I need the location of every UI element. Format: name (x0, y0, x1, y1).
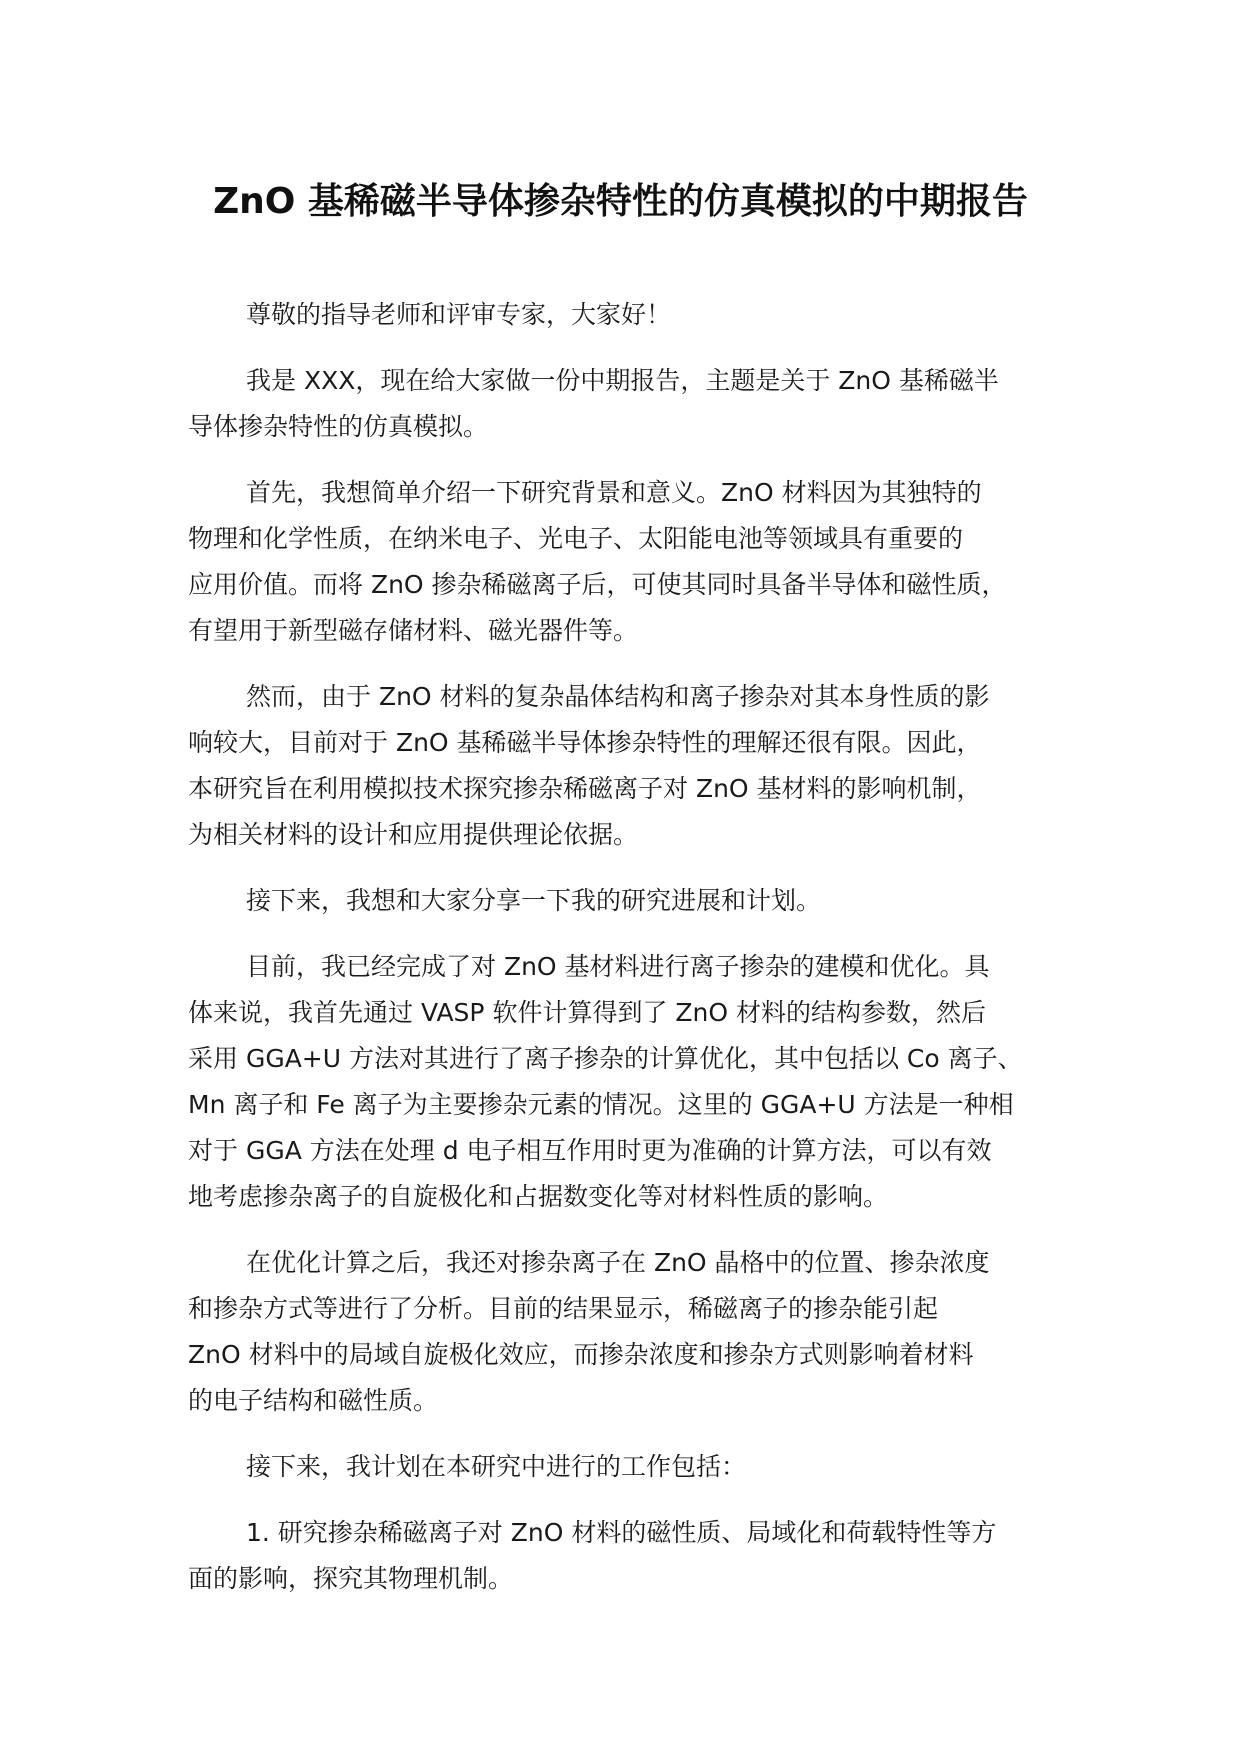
paragraph-line: 在优化计算之后，我还对掺杂离子在 ZnO 晶格中的位置、掺杂浓度 (246, 1248, 990, 1277)
paragraph-line: 采用 GGA+U 方法对其进行了离子掺杂的计算优化，其中包括以 Co 离子、 (188, 1044, 1023, 1073)
paragraph-line: 为相关材料的设计和应用提供理论依据。 (188, 820, 639, 849)
paragraph (188, 878, 1088, 924)
paragraph-line: 目前，我已经完成了对 ZnO 基材料进行离子掺杂的建模和优化。具 (246, 952, 990, 981)
paragraph-line: 应用价值。而将 ZnO 掺杂稀磁离子后，可使其同时具备半导体和磁性质， (188, 570, 1007, 599)
paragraph-line: 然而，由于 ZnO 材料的复杂晶体结构和离子掺杂对其本身性质的影 (246, 682, 990, 711)
paragraph (188, 1240, 1088, 1424)
paragraph-line: ZnO 材料中的局域自旋极化效应，而掺杂浓度和掺杂方式则影响着材料 (188, 1340, 974, 1369)
paragraph-line: 有望用于新型磁存储材料、磁光器件等。 (188, 616, 639, 645)
paragraph (188, 944, 1088, 1220)
paragraph-line: 尊敬的指导老师和评审专家，大家好！ (246, 300, 672, 329)
paragraph-line: 接下来，我想和大家分享一下我的研究进展和计划。 (246, 886, 822, 915)
document-body (188, 292, 1088, 1622)
paragraph (188, 470, 1088, 654)
paragraph-line: Mn 离子和 Fe 离子为主要掺杂元素的情况。这里的 GGA+U 方法是一种相 (188, 1090, 1014, 1119)
paragraph-line: 体来说，我首先通过 VASP 软件计算得到了 ZnO 材料的结构参数，然后 (188, 998, 986, 1027)
paragraph (188, 1510, 1088, 1602)
paragraph (188, 358, 1088, 450)
paragraph-line: 接下来，我计划在本研究中进行的工作包括： (246, 1452, 747, 1481)
paragraph-line: 对于 GGA 方法在处理 d 电子相互作用时更为准确的计算方法，可以有效 (188, 1136, 992, 1165)
paragraph-line: 面的影响，探究其物理机制。 (188, 1564, 514, 1593)
paragraph (188, 1444, 1088, 1490)
paragraph (188, 292, 1088, 338)
paragraph-line: 地考虑掺杂离子的自旋极化和占据数变化等对材料性质的影响。 (188, 1182, 889, 1211)
paragraph-line: 响较大，目前对于 ZnO 基稀磁半导体掺杂特性的理解还很有限。因此， (188, 728, 982, 757)
paragraph-line: 首先，我想简单介绍一下研究背景和意义。ZnO 材料因为其独特的 (246, 478, 982, 507)
paragraph-line: 1. 研究掺杂稀磁离子对 ZnO 材料的磁性质、局域化和荷载特性等方 (246, 1518, 997, 1547)
paragraph-line: 的电子结构和磁性质。 (188, 1386, 439, 1415)
paragraph-line: 导体掺杂特性的仿真模拟。 (188, 412, 489, 441)
paragraph-line: 我是 XXX，现在给大家做一份中期报告，主题是关于 ZnO 基稀磁半 (246, 366, 999, 395)
paragraph-line: 本研究旨在利用模拟技术探究掺杂稀磁离子对 ZnO 基材料的影响机制， (188, 774, 982, 803)
document-title: ZnO 基稀磁半导体掺杂特性的仿真模拟的中期报告 (213, 181, 1028, 222)
paragraph-line: 和掺杂方式等进行了分析。目前的结果显示，稀磁离子的掺杂能引起 (188, 1294, 939, 1323)
paragraph (188, 674, 1088, 858)
paragraph-line: 物理和化学性质，在纳米电子、光电子、太阳能电池等领域具有重要的 (188, 524, 964, 553)
